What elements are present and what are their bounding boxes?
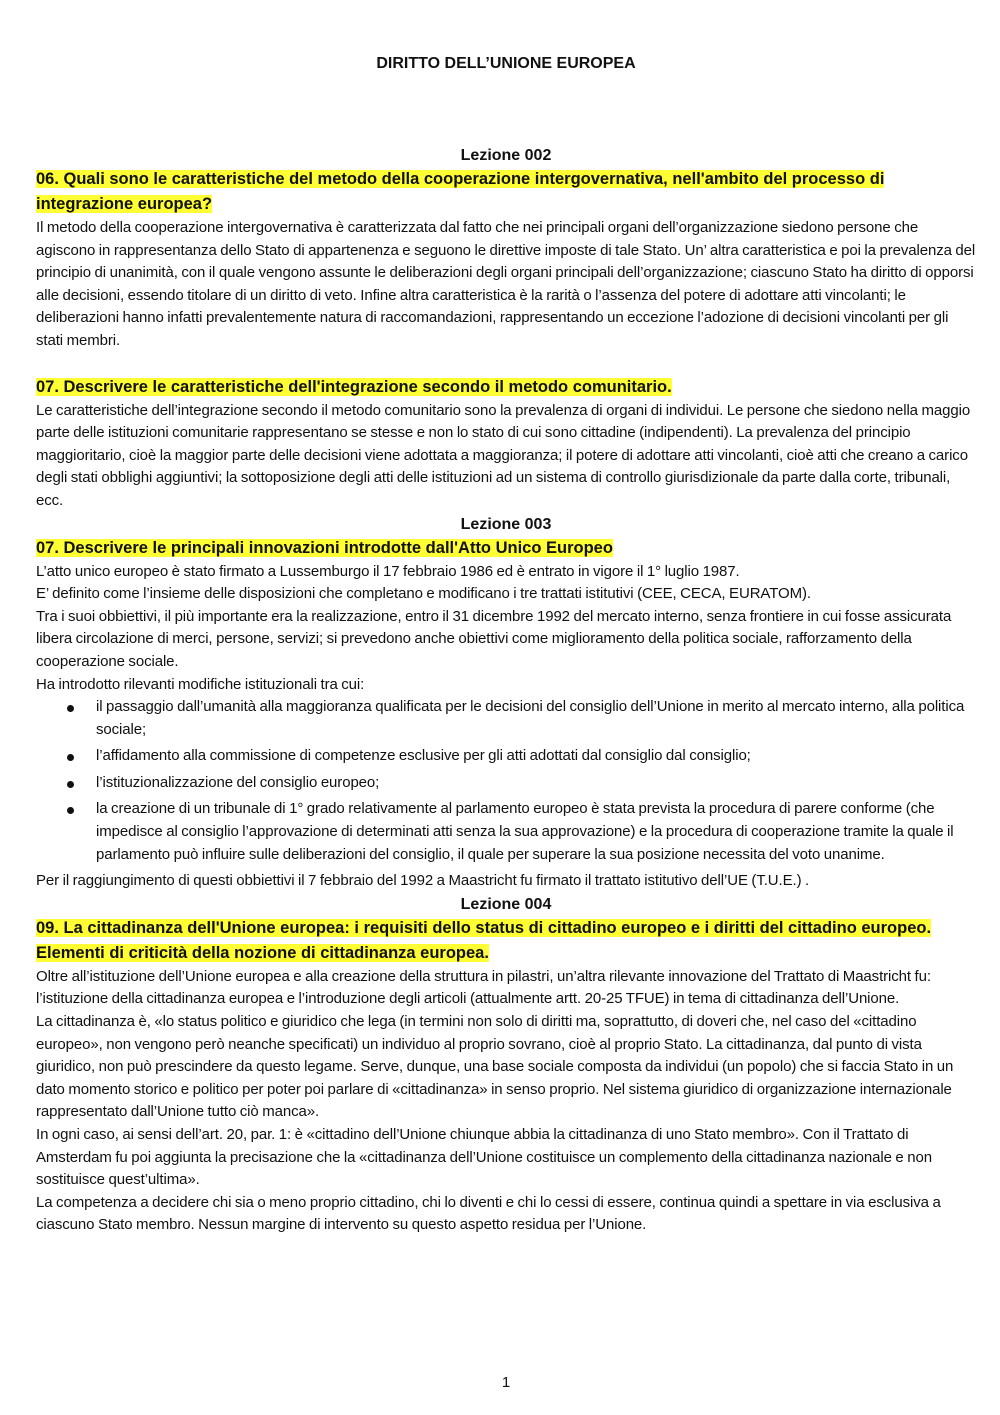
answer-paragraph: Tra i suoi obbiettivi, il più importante era la realizzazione, entro il 31 dicembre 1992 del mercato interno, senza frontiere in cui fosse assicurata libera circolazione di merci, persone, servizi; si prevedono anche obiettivi come miglioramento della politica sociale, rafforzamento della cooperazione sociale.: [36, 607, 952, 670]
document-body: [36, 144, 976, 1237]
answer-paragraph: In ogni caso, ai sensi dell’art. 20, par. 1: è «cittadino dell’Unione chiunque abbia la cittadinanza di uno Stato membro». Con il Trattato di Amsterdam fu poi aggiunta la precisazione che la «cittadinanza dell’Unione costituisce un complemento della cittadinanza nazionale e non sostituisce quest’ultima».: [36, 1126, 932, 1189]
bullet-dot-icon: [67, 807, 74, 814]
bullet-text: l’istituzionalizzazione del consiglio europeo;: [96, 773, 380, 791]
question-heading-text: 09. La cittadinanza dell'Unione europea: i requisiti dello status di cittadino europeo e i diritti del cittadino europeo. Elementi di criticità della nozione di cittadinanza europea.: [36, 918, 932, 962]
closing-paragraph: Per il raggiungimento di questi obbiettivi il 7 febbraio del 1992 a Maastricht fu firmato il trattato istitutivo dell’UE (T.U.E.) .: [36, 872, 810, 890]
bullet-item: [96, 798, 976, 866]
answer-paragraph: La competenza a decidere chi sia o meno proprio cittadino, chi lo diventi e chi lo cessi di essere, continua quindi a spettare in via esclusiva a ciascuno Stato membro. Nessun margine di intervento su questo aspetto residua per l’Unione.: [36, 1193, 941, 1234]
question-heading: [36, 536, 976, 561]
question-heading: [36, 167, 976, 217]
bullet-text: l’affidamento alla commissione di competenze esclusive per gli atti adottati dal consiglio dal consiglio;: [96, 747, 751, 765]
bullet-dot-icon: [67, 705, 74, 712]
answer-paragraph: Le caratteristiche dell’integrazione secondo il metodo comunitario sono la prevalenza di organi di individui. Le persone che siedono nella maggio parte delle istituzioni comunitarie rappresentano se stesse e non lo stato di cui sono cittadine (indipendenti). La prevalenza del principio maggioritario, cioè la maggior parte delle decisioni viene adottata a maggioranza; il potere di adottare atti vincolanti, cioè atti che creano a carico degli stati obblighi aggiuntivi; la sottoposizione degli atti delle istituzioni ad un sistema di controllo giurisdizionale da parte dalla corte, tribunali, ecc.: [36, 401, 971, 509]
question-heading-text: 06. Quali sono le caratteristiche del metodo della cooperazione intergovernativa, nell'ambito del processo di integrazione europea?: [36, 170, 885, 213]
answer-paragraph: L’atto unico europeo è stato firmato a Lussemburgo il 17 febbraio 1986 ed è entrato in vigore il 1° luglio 1987.: [36, 562, 740, 580]
lesson-heading: Lezione 002: [460, 147, 552, 164]
document-page: [36, 0, 976, 1415]
bullet-list: [36, 696, 976, 866]
lesson-section: [36, 513, 976, 893]
lesson-section: [36, 893, 976, 1237]
bullet-item: [96, 745, 976, 768]
bullet-item: [96, 696, 976, 741]
lesson-heading: Lezione 003: [460, 515, 552, 533]
blank-line: [36, 353, 976, 375]
bullet-dot-icon: [67, 781, 74, 788]
question-heading-text: 07. Descrivere le principali innovazioni introdotte dall'Atto Unico Europeo: [36, 538, 613, 557]
bullet-text: il passaggio dall’umanità alla maggioranza qualificata per le decisioni del consiglio dell’Unione in merito al mercato interno, alla politica sociale;: [96, 698, 965, 738]
lesson-heading: Lezione 004: [460, 895, 552, 913]
question-heading-text: 07. Descrivere le caratteristiche dell'integrazione secondo il metodo comunitario.: [36, 377, 672, 396]
bullet-text: la creazione di un tribunale di 1° grado relativamente al parlamento europeo è stata prevista la procedura di parere conforme (che impedisce al consiglio l’approvazione di determinati atti senza la sua approvazione) e la procedura di cooperazione tramite la quale il parlamento può influire sulle deliberazioni del consiglio, il quale per superare la sua posizione necessita del voto unanime.: [96, 800, 954, 863]
bullet-dot-icon: [67, 754, 74, 761]
question-heading: [36, 375, 976, 400]
question-heading: [36, 916, 976, 966]
answer-paragraph: La cittadinanza è, «lo status politico e giuridico che lega (in termini non solo di diritti ma, soprattutto, di doveri che, nel caso del «cittadino europeo», non vengono però neanche specificati) un individuo al proprio sovrano, cioè al proprio Stato. La cittadinanza, dal punto di vista giuridico, non può prescindere da questo legame. Serve, dunque, una base sociale composta da individui (un popolo) che si faccia Stato in un dato momento storico e politico per poter poi parlare di «cittadinanza» in senso proprio. Nel sistema giuridico di organizzazione internazionale rappresentato dall’Unione tutto ciò manca».: [36, 1013, 954, 1121]
document-title: DIRITTO DELL’UNIONE EUROPEA: [376, 55, 636, 72]
answer-paragraph: Ha introdotto rilevanti modifiche istituzionali tra cui:: [36, 675, 365, 693]
answer-paragraph: Oltre all’istituzione dell’Unione europea e alla creazione della struttura in pilastri, un’altra rilevante innovazione del Trattato di Maastricht fu: l’istituzione della cittadinanza europea e l’introduzione degli articoli (attualmente artt. 20-25 TFUE) in tema di cittadinanza dell’Unione.: [36, 967, 931, 1008]
bullet-item: [96, 772, 976, 795]
answer-paragraph: Il metodo della cooperazione intergovernativa è caratterizzata dal fatto che nei principali organi dell’organizzazione siedono persone che agiscono in rappresentanza dello Stato di appartenenza e seguono le direttive imposte di tale Stato. Un’ altra caratteristica e poi la prevalenza del principio di unanimità, con il quale vengono assunte le deliberazioni degli organi principali dell’organizzazione; ciascuno Stato ha diritto di opporsi alle decisioni, essendo titolare di un diritto di veto. Infine altra caratteristica è la rarità o l’assenza del potere di adottare atti vincolanti; le deliberazioni hanno infatti prevalentemente natura di raccomandazioni, rappresentando un eccezione l’adozione di decisioni vincolanti per gli stati membri.: [36, 219, 976, 349]
page-number: 1: [501, 1374, 511, 1391]
answer-paragraph: E’ definito come l’insieme delle disposizioni che completano e modificano i tre trattati istitutivi (CEE, CECA, EURATOM).: [36, 585, 811, 603]
lesson-section: [36, 144, 976, 513]
